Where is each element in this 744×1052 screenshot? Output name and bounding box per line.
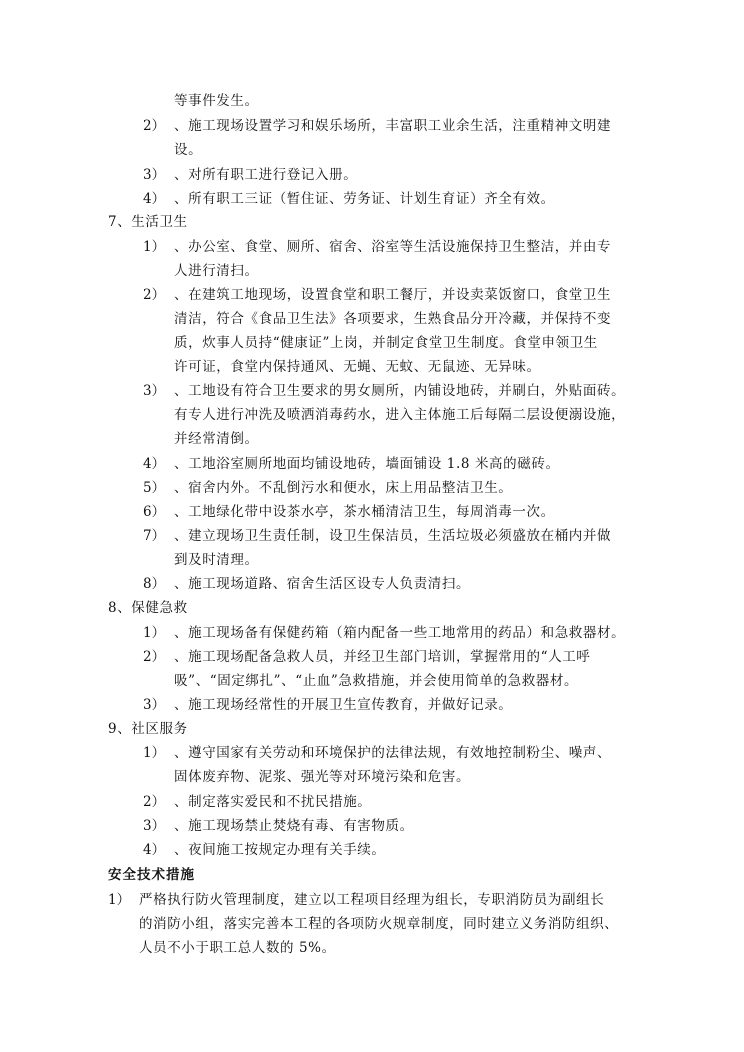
text-line: 到及时清理。 bbox=[174, 552, 259, 568]
text-line: 清洁，符合《食品卫生法》各项要求，生熟食品分开冷藏，并保持不变 bbox=[174, 311, 612, 327]
section-heading: 8、保健急救 bbox=[108, 600, 188, 616]
list-number: 6） bbox=[143, 504, 166, 520]
text-line: 、施工现场道路、宿舍生活区设专人负责清扫。 bbox=[174, 576, 471, 592]
section-heading: 7、生活卫生 bbox=[108, 214, 188, 230]
text-line: 人进行清扫。 bbox=[174, 263, 259, 279]
text-line: 、对所有职工进行登记入册。 bbox=[174, 167, 358, 183]
text-line: 、施工现场禁止焚烧有毒、有害物质。 bbox=[174, 818, 414, 834]
text-line: 的消防小组，落实完善本工程的各项防火规章制度，同时建立义务消防组织、 bbox=[139, 916, 619, 932]
list-number: 2） bbox=[143, 287, 166, 303]
list-number: 3） bbox=[143, 167, 166, 183]
text-line: 吸”、“固定绑扎”、“止血”急救措施，并会使用简单的急救器材。 bbox=[174, 673, 579, 689]
text-line: 、宿舍内外。不乱倒污水和便水，床上用品整洁卫生。 bbox=[174, 480, 513, 496]
section-title: 安全技术措施 bbox=[108, 867, 195, 883]
text-line: 、工地绿化带中设茶水亭，茶水桶清洁卫生，每周消毒一次。 bbox=[174, 504, 555, 520]
text-line: 、所有职工三证（暂住证、劳务证、计划生育证）齐全有效。 bbox=[174, 191, 555, 207]
text-line: 、夜间施工按规定办理有关手续。 bbox=[174, 842, 386, 858]
text-line: 、施工现场经常性的开展卫生宣传教育，并做好记录。 bbox=[174, 697, 513, 713]
list-number: 7） bbox=[143, 528, 166, 544]
text-line: 有专人进行冲洗及喷洒消毒药水，进入主体施工后每隔二层设便溺设施， bbox=[174, 407, 626, 423]
list-number: 4） bbox=[143, 456, 166, 472]
list-number: 5） bbox=[143, 480, 166, 496]
text-line: 严格执行防火管理制度，建立以工程项目经理为组长，专职消防员为副组长 bbox=[139, 892, 605, 908]
text-line: 许可证，食堂内保持通风、无蝇、无蚊、无鼠迹、无异味。 bbox=[174, 359, 541, 375]
text-line: 并经常清倒。 bbox=[174, 431, 259, 447]
list-number: 3） bbox=[143, 697, 166, 713]
list-number: 4） bbox=[143, 191, 166, 207]
text-line: 、制定落实爱民和不扰民措施。 bbox=[174, 794, 372, 810]
list-number: 8） bbox=[143, 576, 166, 592]
text-line: 、遵守国家有关劳动和环境保护的法律法规，有效地控制粉尘、噪声、 bbox=[174, 745, 612, 761]
text-line: 、施工现场配备急救人员，并经卫生部门培训，掌握常用的“人工呼 bbox=[174, 649, 591, 665]
text-line: 、建立现场卫生责任制，设卫生保洁员，生活垃圾必须盛放在桶内并做 bbox=[174, 528, 612, 544]
text-line: 等事件发生。 bbox=[174, 93, 259, 109]
text-line: 、办公室、食堂、厕所、宿舍、浴室等生活设施保持卫生整洁，并由专 bbox=[174, 239, 612, 255]
list-number: 1） bbox=[143, 239, 166, 255]
text-line: 、在建筑工地现场，设置食堂和职工餐厅，并设卖菜饭窗口，食堂卫生 bbox=[174, 287, 612, 303]
section-heading: 9、社区服务 bbox=[108, 721, 188, 737]
text-line: 、工地设有符合卫生要求的男女厕所，内铺设地砖，并刷白，外贴面砖。 bbox=[174, 383, 626, 399]
text-line: 、施工现场备有保健药箱（箱内配备一些工地常用的药品）和急救器材。 bbox=[174, 625, 626, 641]
list-number: 1） bbox=[143, 745, 166, 761]
list-number: 2） bbox=[143, 118, 166, 134]
text-line: 、施工现场设置学习和娱乐场所，丰富职工业余生活，注重精神文明建 bbox=[174, 118, 612, 134]
list-number: 3） bbox=[143, 383, 166, 399]
text-line: 人员不小于职工总人数的 5%。 bbox=[139, 940, 336, 956]
list-number: 2） bbox=[143, 794, 166, 810]
list-number: 3） bbox=[143, 818, 166, 834]
text-line: 、工地浴室厕所地面均铺设地砖，墙面铺设 1.8 米高的磁砖。 bbox=[174, 456, 560, 472]
list-number: 4） bbox=[143, 842, 166, 858]
list-number: 2） bbox=[143, 649, 166, 665]
text-line: 固体废弃物、泥浆、强光等对环境污染和危害。 bbox=[174, 769, 471, 785]
list-number: 1） bbox=[143, 625, 166, 641]
text-line: 设。 bbox=[174, 142, 203, 158]
list-number: 1） bbox=[108, 892, 131, 908]
text-line: 质，炊事人员持“健康证”上岗，并制定食堂卫生制度。食堂申领卫生 bbox=[174, 335, 598, 351]
